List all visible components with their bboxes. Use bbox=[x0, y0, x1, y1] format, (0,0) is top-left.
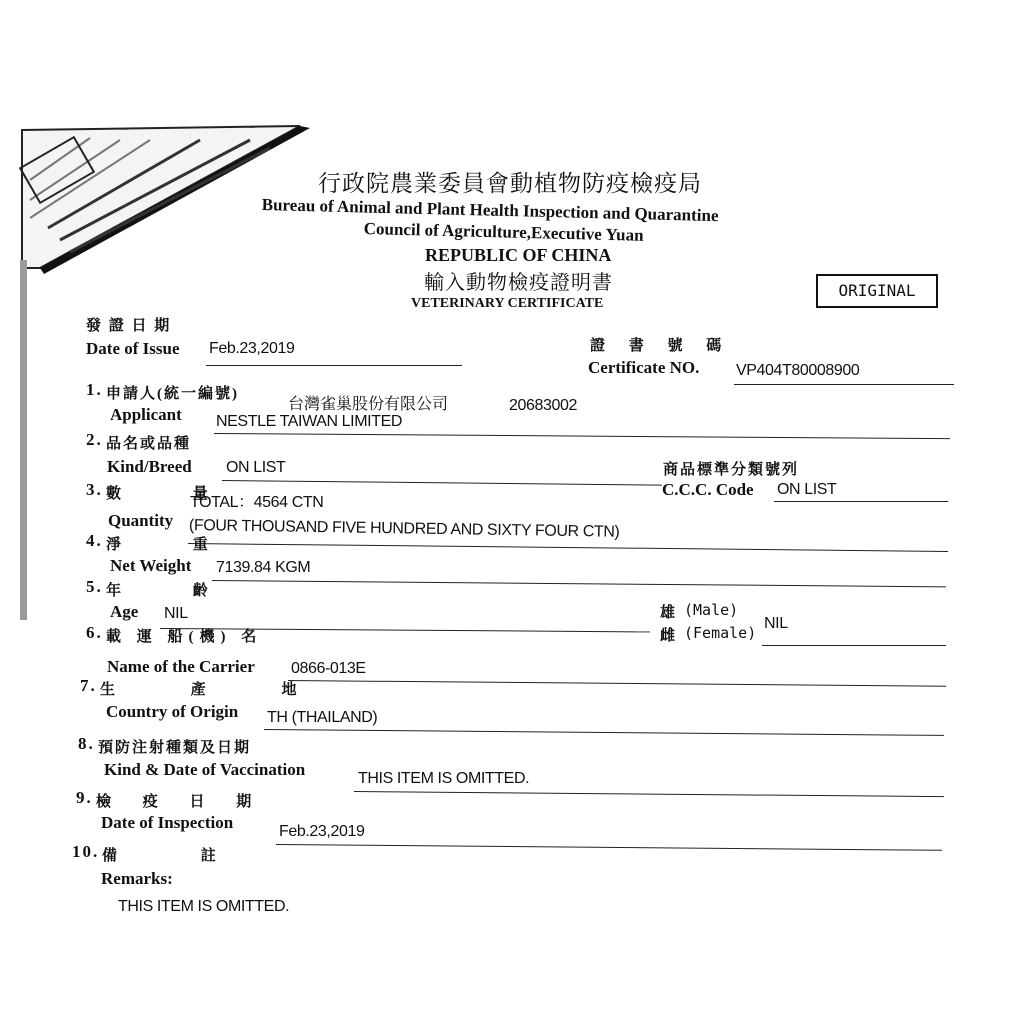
issue-date-underline bbox=[206, 365, 462, 366]
applicant-number: 1. bbox=[86, 380, 103, 399]
vaccination-value: THIS ITEM IS OMITTED. bbox=[358, 770, 530, 787]
male-label-chinese: 雄 bbox=[660, 605, 678, 621]
issue-date-label: Date of Issue bbox=[86, 339, 180, 358]
quantity-label: Quantity bbox=[108, 511, 174, 530]
vaccination-label-chinese: 預防注射種類及日期 bbox=[98, 740, 252, 756]
applicant-underline bbox=[214, 433, 950, 439]
kind-underline bbox=[222, 480, 662, 486]
applicant-name: NESTLE TAIWAN LIMITED bbox=[216, 413, 402, 430]
inspection-value: Feb.23,2019 bbox=[279, 823, 365, 840]
ccc-label: C.C.C. Code bbox=[662, 480, 754, 499]
country-title: REPUBLIC OF CHINA bbox=[425, 245, 612, 265]
cert-number-label: Certificate NO. bbox=[588, 358, 700, 377]
ccc-underline bbox=[774, 501, 948, 502]
vaccination-label: Kind & Date of Vaccination bbox=[104, 760, 306, 779]
carrier-value: 0866-013E bbox=[291, 660, 366, 677]
net-weight-underline bbox=[212, 580, 946, 587]
kind-label: Kind/Breed bbox=[107, 457, 192, 476]
carrier-label-chinese: 載 運 船(機) 名 bbox=[106, 629, 263, 645]
issue-date-label-chinese: 發 證 日 期 bbox=[86, 318, 172, 334]
cert-number-underline bbox=[734, 384, 954, 385]
applicant-label-chinese: 申請人(統一編號) bbox=[106, 386, 239, 402]
inspection-underline bbox=[276, 844, 942, 851]
origin-value: TH (THAILAND) bbox=[267, 709, 378, 726]
bureau-title-chinese: 行政院農業委員會動植物防疫檢疫局 bbox=[318, 171, 702, 196]
applicant-label: Applicant bbox=[110, 405, 182, 424]
vaccination-number: 8. bbox=[78, 734, 95, 753]
kind-number: 2. bbox=[86, 430, 103, 449]
remarks-value: THIS ITEM IS OMITTED. bbox=[118, 898, 290, 915]
origin-number: 7. bbox=[80, 676, 97, 695]
inspection-label-chinese: 檢 疫 日 期 bbox=[96, 794, 266, 810]
sex-underline bbox=[762, 645, 946, 646]
net-weight-label-chinese: 淨 重 bbox=[106, 537, 242, 553]
inspection-number: 9. bbox=[76, 788, 93, 807]
quantity-total: TOTAL：4564 CTN bbox=[190, 494, 324, 511]
male-label: (Male) bbox=[684, 601, 739, 619]
ccc-value: ON LIST bbox=[777, 481, 837, 498]
quantity-number: 3. bbox=[86, 480, 103, 499]
inspection-label: Date of Inspection bbox=[101, 813, 234, 832]
cert-number-label-chinese: 證 書 號 碼 bbox=[590, 338, 732, 354]
applicant-name-chinese: 台灣雀巢股份有限公司 bbox=[288, 394, 449, 413]
ccc-label-chinese: 商品標準分類號列 bbox=[663, 462, 800, 478]
female-label-chinese: 雌 bbox=[660, 628, 678, 644]
quantity-label-chinese: 數 量 bbox=[106, 486, 242, 502]
remarks-label: Remarks: bbox=[101, 869, 173, 888]
kind-value: ON LIST bbox=[226, 459, 286, 476]
applicant-id: 20683002 bbox=[509, 397, 577, 414]
age-label: Age bbox=[110, 602, 139, 621]
quantity-in-words: (FOUR THOUSAND FIVE HUNDRED AND SIXTY FOUR CTN) bbox=[188, 517, 620, 541]
origin-label-chinese: 生 產 地 bbox=[100, 682, 333, 698]
kind-label-chinese: 品名或品種 bbox=[106, 436, 192, 452]
age-number: 5. bbox=[86, 577, 103, 596]
age-label-chinese: 年 齡 bbox=[106, 583, 242, 599]
quantity-underline bbox=[188, 543, 948, 552]
cert-number-value: VP404T80008900 bbox=[736, 362, 860, 379]
certificate-title-english: VETERINARY CERTIFICATE bbox=[411, 296, 604, 311]
issue-date-value: Feb.23,2019 bbox=[209, 340, 295, 357]
remarks-label-chinese: 備 註 bbox=[102, 848, 256, 864]
carrier-number: 6. bbox=[86, 623, 103, 642]
origin-label: Country of Origin bbox=[106, 702, 239, 721]
remarks-number: 10. bbox=[72, 842, 100, 861]
net-weight-value: 7139.84 KGM bbox=[216, 559, 311, 576]
age-value: NIL bbox=[164, 605, 188, 622]
net-weight-number: 4. bbox=[86, 531, 103, 550]
bureau-title-english: Bureau of Animal and Plant Health Inspection and Quarantine bbox=[261, 195, 719, 226]
original-stamp: ORIGINAL bbox=[816, 274, 938, 308]
origin-underline bbox=[264, 729, 944, 736]
net-weight-label: Net Weight bbox=[110, 556, 192, 575]
sex-value: NIL bbox=[764, 615, 788, 632]
carrier-underline bbox=[288, 680, 946, 687]
carrier-label: Name of the Carrier bbox=[107, 657, 255, 676]
vaccination-underline bbox=[354, 791, 944, 797]
female-label: (Female) bbox=[684, 624, 757, 642]
council-title: Council of Agriculture,Executive Yuan bbox=[363, 219, 644, 245]
page-edge-shadow bbox=[20, 260, 27, 620]
certificate-title-chinese: 輸入動物檢疫證明書 bbox=[424, 272, 613, 294]
